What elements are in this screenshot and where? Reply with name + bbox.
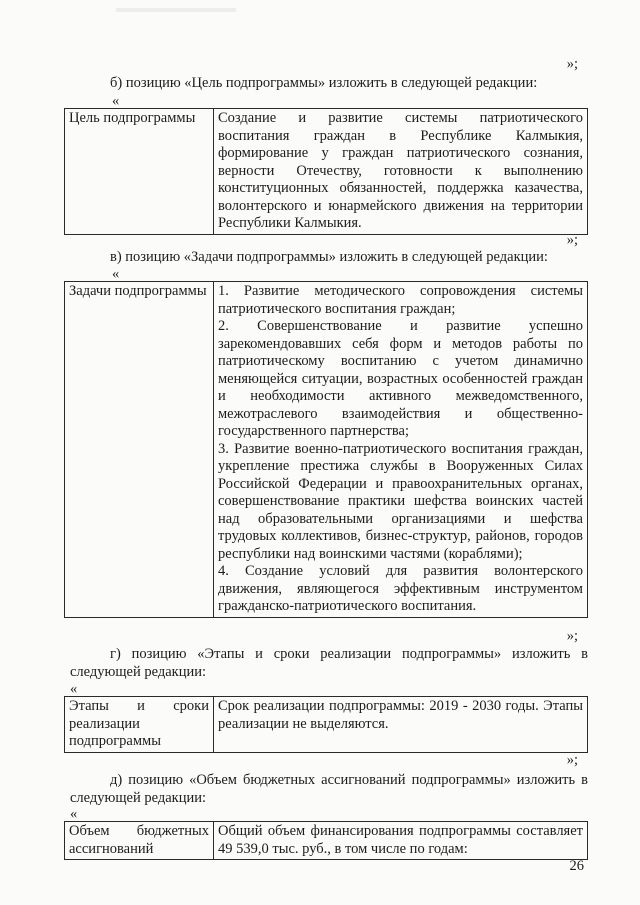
closing-quote: »; bbox=[566, 56, 578, 72]
section-v-open-quote: « bbox=[112, 266, 120, 282]
goal-table bbox=[64, 108, 588, 235]
goal-text: Создание и развитие системы патриотического воспитания граждан в Республике Калмыкия, формирование у граждан патриотического сознания, верности Отечеству, готовности к выполнению конституционных обязанностей, поддержка казачества, волонтерского и юнармейского движения на территории Республики Калмыкия. bbox=[214, 109, 588, 235]
section-b-intro: б) позицию «Цель подпрограммы» изложить в следующей редакции: bbox=[110, 75, 538, 91]
task-item-3: 3. Развитие военно-патриотического воспитания граждан, укрепление престижа службы в Вооруженных Силах Российской Федерации и правоохранительных органах, совершенствование практики шефства воинских частей над образовательными организациями и шефства трудовых коллективов, бизнес-структур, районов, городов республики над воинскими частями (кораблями); bbox=[218, 440, 583, 562]
stages-label-line1: Этапы и сроки bbox=[69, 698, 209, 714]
table-row bbox=[65, 109, 588, 235]
stages-table bbox=[64, 696, 588, 753]
section-d-intro: д) позицию «Объем бюджетных ассигнований подпрограммы» изложить в следующей редакции: bbox=[70, 772, 588, 806]
section-g-intro: г) позицию «Этапы и сроки реализации подпрограммы» изложить в следующей редакции: bbox=[70, 646, 588, 680]
stages-text: Срок реализации подпрограммы: 2019 - 2030 годы. Этапы реализации не выделяются. bbox=[214, 697, 588, 753]
tasks-label: Задачи подпрограммы bbox=[65, 282, 214, 618]
page-number: 26 bbox=[569, 858, 584, 874]
section-b-close-quote: »; bbox=[566, 232, 578, 248]
budget-table bbox=[64, 821, 588, 860]
table-row bbox=[65, 282, 588, 618]
stages-label-line2: реализации bbox=[69, 715, 140, 732]
table-row bbox=[65, 822, 588, 860]
section-g-open-quote: « bbox=[70, 681, 78, 697]
section-b-open-quote: « bbox=[112, 93, 120, 109]
stages-label bbox=[65, 697, 214, 753]
section-g-close-quote: »; bbox=[566, 752, 578, 768]
tasks-table bbox=[64, 281, 588, 618]
budget-label: Объем бюджетных ассигнований bbox=[65, 822, 214, 860]
tasks-cell bbox=[214, 282, 588, 618]
faint-header-mark bbox=[116, 8, 236, 12]
goal-label: Цель подпрограммы bbox=[65, 109, 214, 235]
task-item-4: 4. Создание условий для развития волонтерского движения, являющегося эффективным инструментом гражданско-патриотического воспитания. bbox=[218, 563, 583, 614]
stages-label-line3: подпрограммы bbox=[69, 733, 161, 749]
table-row bbox=[65, 697, 588, 753]
task-item-2: 2. Совершенствование и развитие успешно зарекомендовавших себя форм и методов работы по патриотическому воспитанию с учетом динамично меняющейся ситуации, возрастных особенностей граждан и необходимости активного межведомственного, межотраслевого взаимодействия и общественно-государственного партнерства; bbox=[218, 318, 583, 439]
section-v-close-quote: »; bbox=[566, 628, 578, 644]
budget-text: Общий объем финансирования подпрограммы составляет 49 539,0 тыс. руб., в том числе по годам: bbox=[214, 822, 588, 860]
section-v-intro: в) позицию «Задачи подпрограммы» изложить в следующей редакции: bbox=[110, 249, 548, 265]
task-item-1: 1. Развитие методического сопровождения системы патриотического воспитания граждан; bbox=[218, 283, 583, 317]
section-d-open-quote: « bbox=[70, 806, 78, 822]
